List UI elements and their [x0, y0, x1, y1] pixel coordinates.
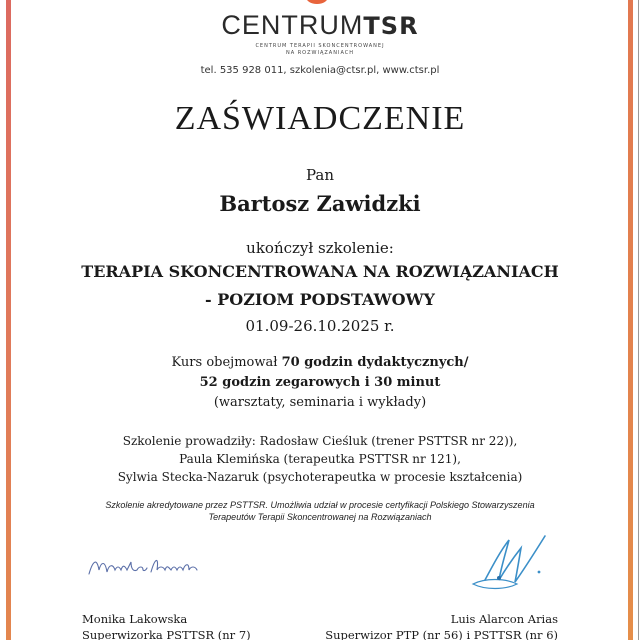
signer-left-role: Superwizorka PSTTSR (nr 7) — [82, 628, 251, 640]
contact-info: tel. 535 928 011, szkolenia@ctsr.pl, www.ctsr.pl — [200, 65, 440, 76]
signer-left — [82, 611, 251, 640]
signer-right-role: Superwizor PTP (nr 56) i PSTTSR (nr 6) — [325, 628, 558, 640]
signer-right-name: Luis Alarcon Arias — [450, 612, 558, 626]
logo-subtitle — [0, 43, 640, 57]
signature-right-icon — [465, 530, 550, 595]
trainers-list — [0, 432, 640, 486]
trainer-line: Sylwia Stecka-Nazaruk (psychoterapeutka w procesie kształcenia) — [117, 470, 523, 484]
logo-text-bold: TSR — [363, 12, 419, 40]
course-dates: 01.09-26.10.2025 r. — [245, 317, 395, 335]
hours-formats: (warsztaty, seminaria i wykłady) — [213, 395, 427, 410]
certificate-title: ZAŚWIADCZENIE — [174, 100, 466, 137]
signer-left-name: Monika Lakowska — [82, 612, 188, 626]
signature-left-icon — [85, 550, 205, 580]
course-name-line1: TERAPIA SKONCENTROWANA NA ROZWIĄZANIACH — [81, 262, 559, 281]
hours-didactic-line — [0, 355, 640, 370]
recipient-name: Bartosz Zawidzki — [219, 191, 421, 216]
signer-right — [325, 611, 558, 640]
salutation: Pan — [305, 166, 335, 184]
hours-didactic: 70 godzin dydaktycznych/ — [281, 355, 469, 370]
logo-text-light: CENTRUM — [221, 10, 364, 40]
accreditation-line2: Terapeutów Terapii Skoncentrowanej na Rozwiązaniach — [208, 512, 432, 522]
hours-clock: 52 godzin zegarowych i 30 minut — [199, 375, 441, 390]
hours-intro: Kurs obejmował — [171, 355, 282, 370]
course-name-line2: - POZIOM PODSTAWOWY — [205, 290, 435, 309]
logo-accent-icon — [306, 0, 328, 4]
completed-label: ukończył szkolenie: — [246, 239, 394, 257]
accreditation-note — [0, 499, 640, 523]
logo-subtitle-line2: NA ROZWIĄZANIACH — [285, 50, 355, 56]
trainer-line: Paula Klemińska (terapeutka PSTTSR nr 121), — [179, 452, 461, 466]
logo-subtitle-line1: CENTRUM TERAPII SKONCENTROWANEJ — [255, 43, 385, 49]
logo-wordmark — [0, 10, 640, 41]
trainer-line: Szkolenie prowadziły: Radosław Cieśluk (trener PSTTSR nr 22)), — [122, 434, 518, 448]
accreditation-line1: Szkolenie akredytowane przez PSTTSR. Umożliwia udział w procesie certyfikacji Polskiego Stowarzyszenia — [105, 500, 535, 510]
